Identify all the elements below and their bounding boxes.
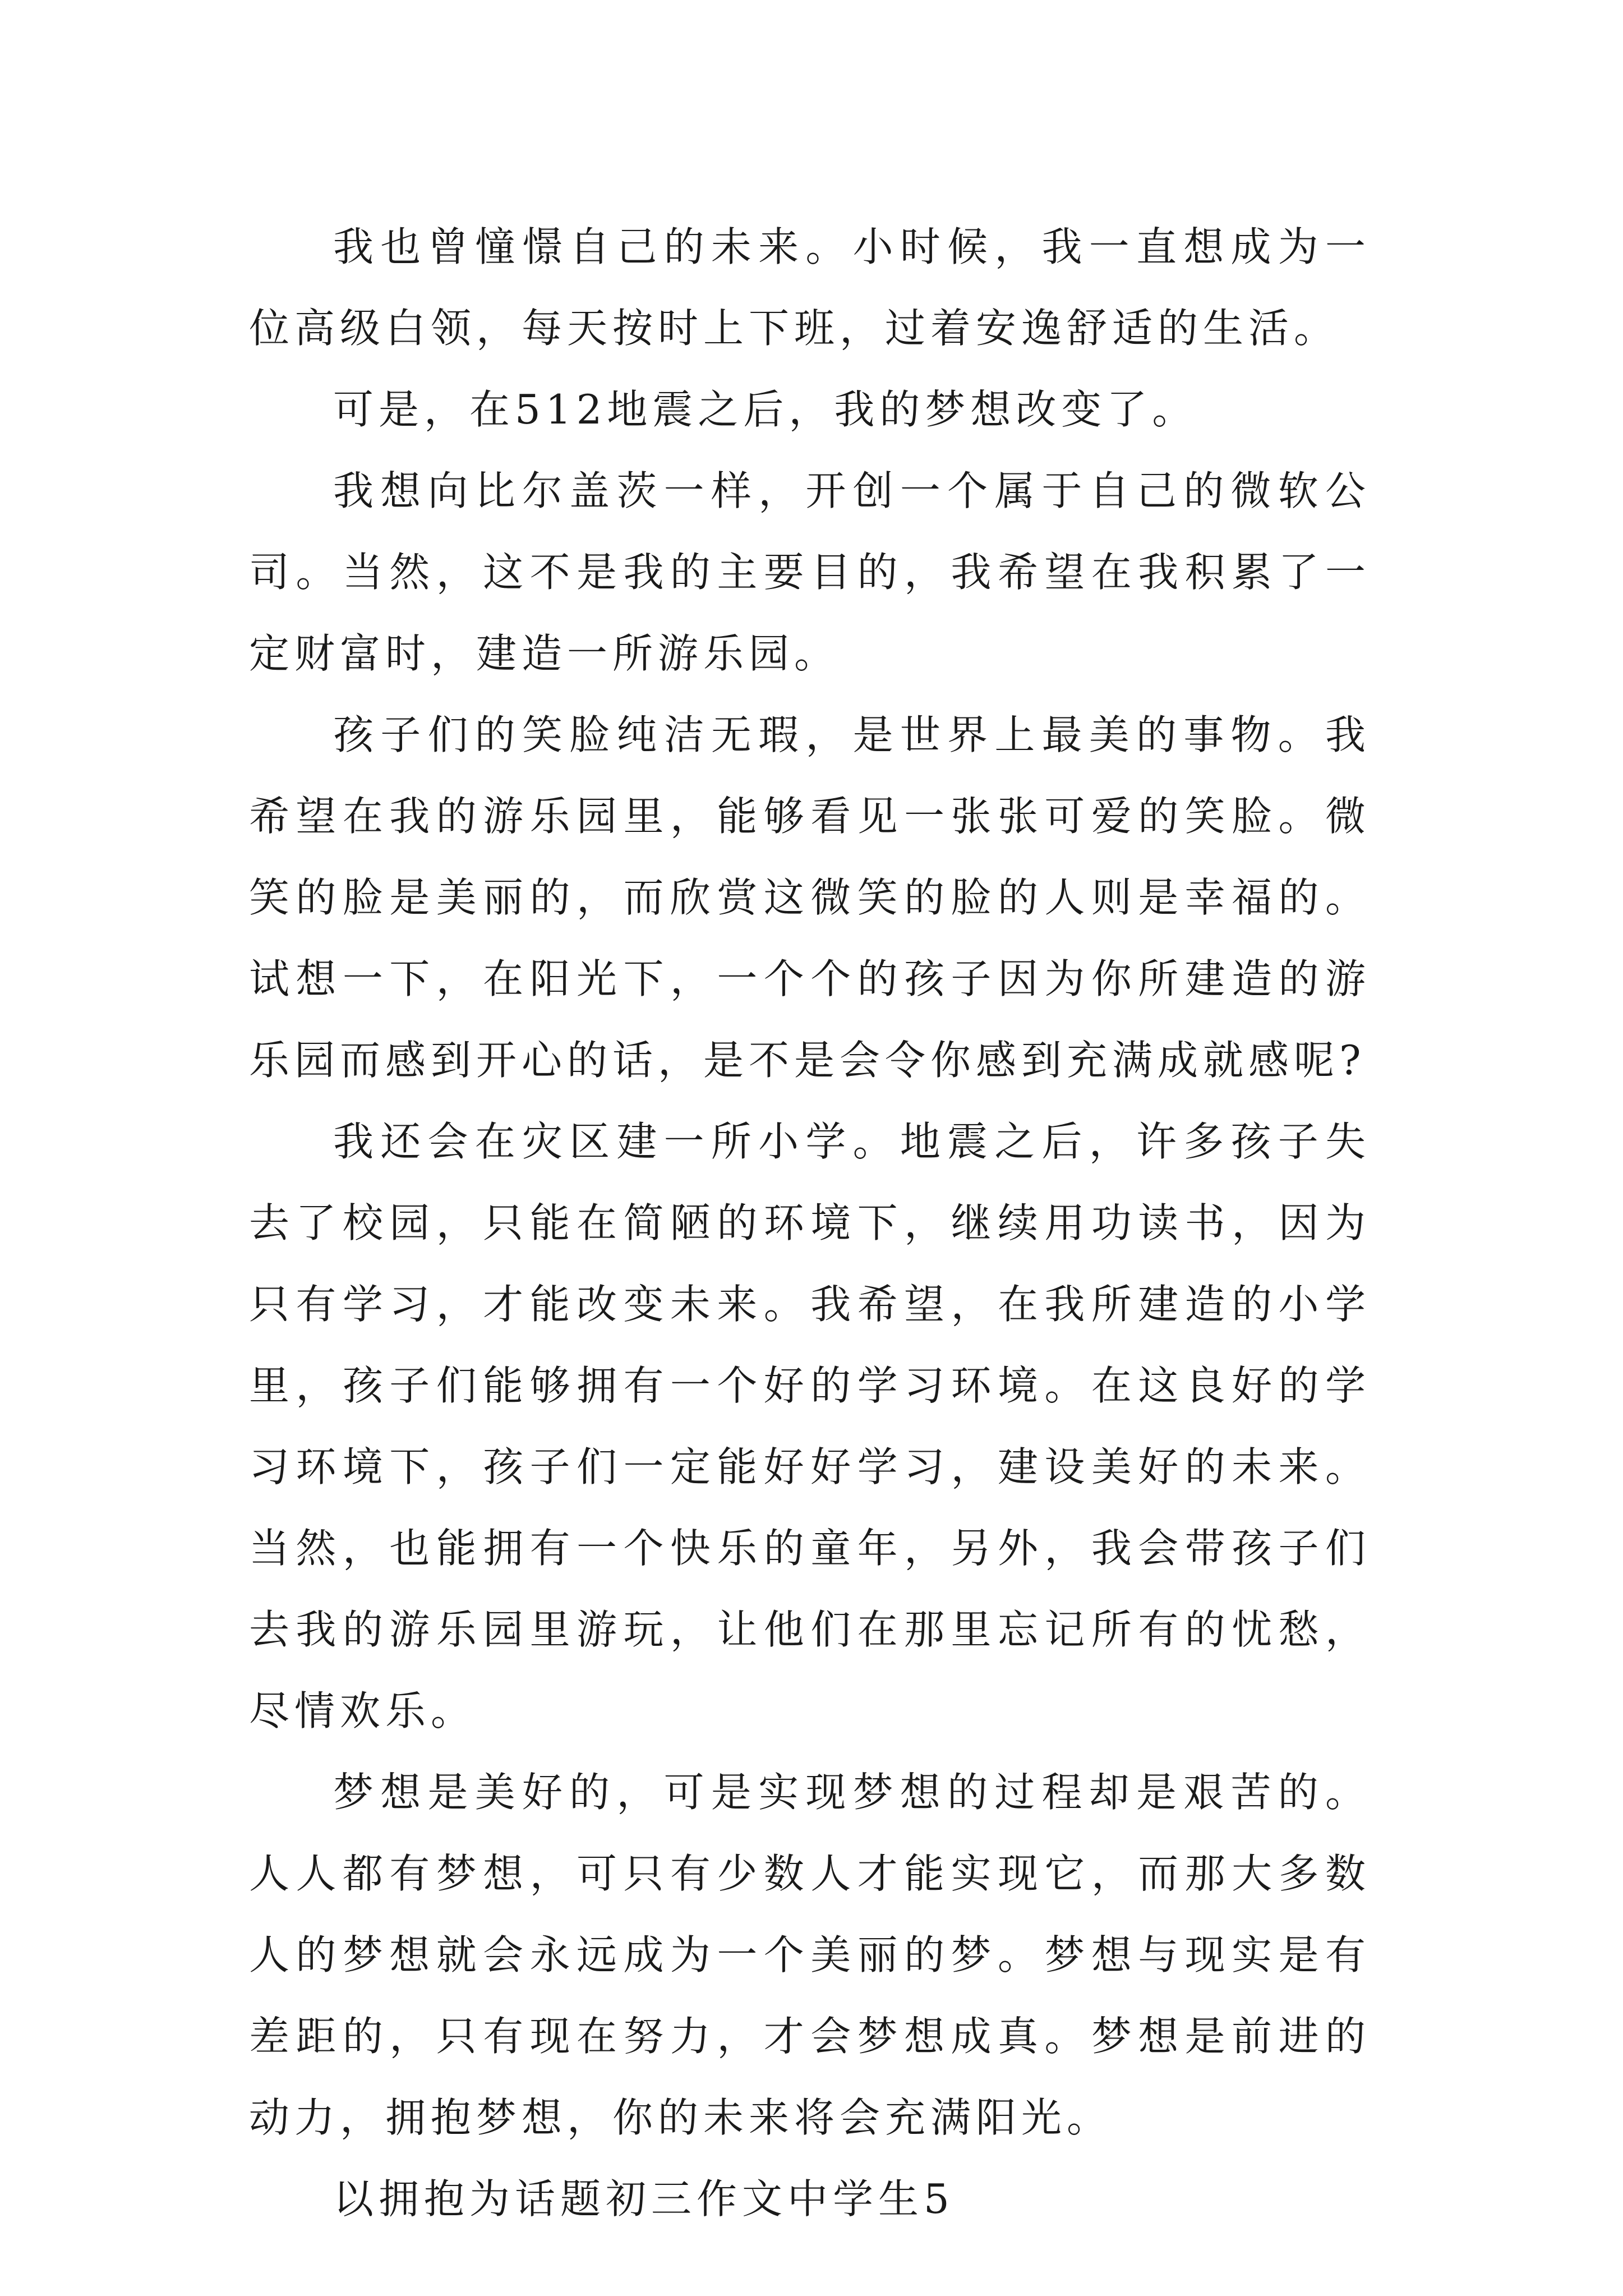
section-heading: 以拥抱为话题初三作文中学生5	[333, 2175, 955, 2223]
paragraph-6: 梦想是美好的，可是实现梦想的过程却是艰苦的。人人都有梦想，可只有少数人才能实现它，而那大多数人的梦想就会永远成为一个美丽的梦。梦想与现实是有差距的，只有现在努力，才会梦想成真。梦想是前进的动力，拥抱梦想，你的未来将会充满阳光。	[249, 1769, 1371, 2141]
paragraph-1: 我也曾憧憬自己的未来。小时候，我一直想成为一位高级白领，每天按时上下班，过着安逸舒适的生活。	[249, 223, 1371, 352]
paragraph-2: 可是，在512地震之后，我的梦想改变了。	[333, 386, 1198, 433]
paragraph-4: 孩子们的笑脸纯洁无瑕，是世界上最美的事物。我希望在我的游乐园里，能够看见一张张可爱的笑脸。微笑的脸是美丽的，而欣赏这微笑的脸的人则是幸福的。试想一下，在阳光下，一个个的孩子因为你所建造的游乐园而感到开心的话，是不是会令你感到充满成就感呢?	[249, 711, 1371, 1084]
paragraph-3: 我想向比尔盖茨一样，开创一个属于自己的微软公司。当然，这不是我的主要目的，我希望在我积累了一定财富时，建造一所游乐园。	[249, 467, 1371, 677]
document-body	[249, 206, 1371, 2240]
paragraph-5: 我还会在灾区建一所小学。地震之后，许多孩子失去了校园，只能在简陋的环境下，继续用功读书，因为只有学习，才能改变未来。我希望，在我所建造的小学里，孩子们能够拥有一个好的学习环境。在这良好的学习环境下，孩子们一定能好好学习，建设美好的未来。当然，也能拥有一个快乐的童年，另外，我会带孩子们去我的游乐园里游玩，让他们在那里忘记所有的忧愁，尽情欢乐。	[249, 1118, 1371, 1734]
